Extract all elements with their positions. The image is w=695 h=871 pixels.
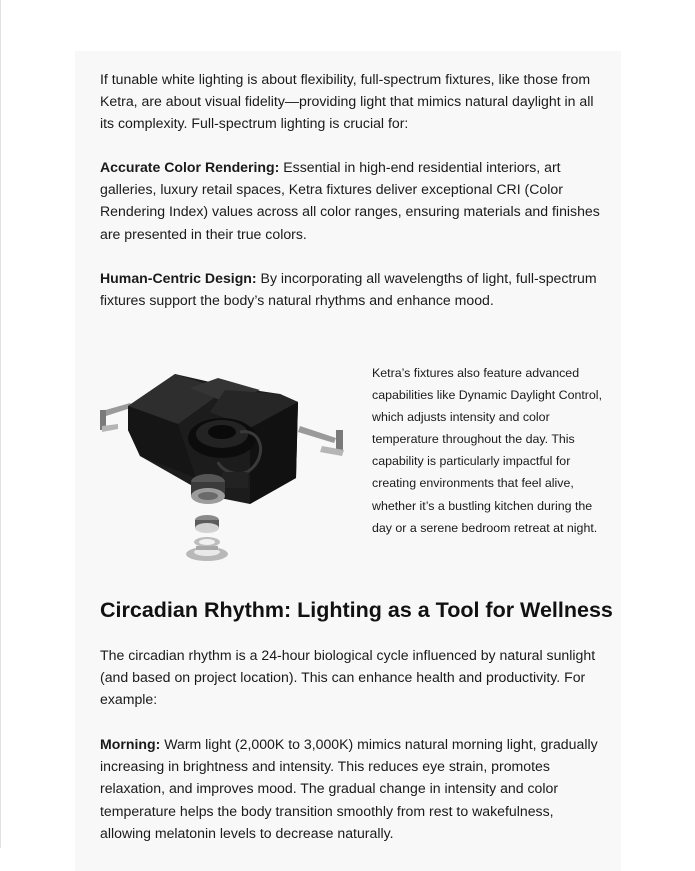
recessed-downlight-exploded-icon — [100, 366, 352, 561]
circadian-intro: The circadian rhythm is a 24-hour biological cycle influenced by natural sunlight (and based on project location). This can enhance health and productivity. For example: — [100, 647, 596, 708]
morning-paragraph — [100, 733, 600, 844]
fixture-image — [100, 366, 352, 561]
benefit-text: By incorporating all wavelengths of light, full-spectrum fixtures support the body’s natural rhythms and enhance mood. — [100, 270, 597, 309]
intro-paragraph: If tunable white lighting is about flexibility, full-spectrum fixtures, like those from Ketra, are about visual fidelity—providing light that mimics natural daylight in all its complexity. Full-spectrum lighting is crucial for: — [100, 71, 594, 132]
page-edge-divider — [0, 0, 1, 848]
article-card — [75, 51, 621, 871]
benefit-label: Human-Centric Design: — [100, 270, 257, 286]
benefit-color-rendering — [100, 156, 600, 245]
benefit-human-centric — [100, 267, 600, 311]
morning-text: Warm light (2,000K to 3,000K) mimics natural morning light, gradually increasing in brightness and intensity. This reduces eye strain, promotes relaxation, and improves mood. The gradual change in intensity and color temperature helps the body transition smoothly from rest to wakefulness, allowing melatonin levels to decrease naturally. — [100, 736, 598, 841]
benefit-label: Accurate Color Rendering: — [100, 159, 280, 175]
fixture-caption: Ketra’s fixtures also feature advanced capabilities like Dynamic Daylight Control, which adjusts intensity and color temperature throughout the day. This capability is particularly impactful for creating environments that feel alive, whether it’s a bustling kitchen during the day or a serene bedroom retreat at night. — [372, 366, 603, 535]
morning-label: Morning: — [100, 736, 161, 752]
section-heading: Circadian Rhythm: Lighting as a Tool for Wellness — [100, 598, 613, 622]
benefit-text: Essential in high-end residential interiors, art galleries, luxury retail spaces, Ketra fixtures deliver exceptional CRI (Color Rendering Index) values across all color ranges, ensuring materials and finishes are presented in their true colors. — [100, 159, 600, 242]
